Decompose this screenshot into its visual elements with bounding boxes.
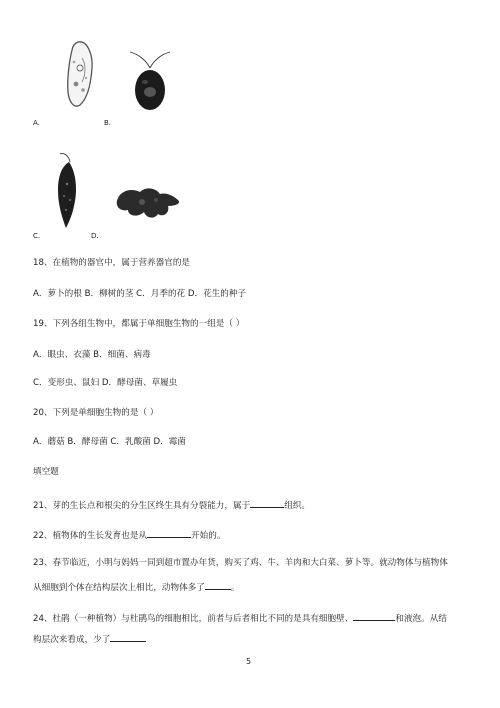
question-19-options-ab: A．眼虫、衣藻 B．细菌、病毒 [33, 350, 151, 360]
section-title: 填空题 [33, 467, 59, 477]
question-23-line-2 [33, 580, 240, 594]
question-24-line-2 [33, 632, 146, 646]
question-24-text-2: 构层次来看成，少了 [33, 635, 111, 645]
question-20-options: A．蘑菇 B．酵母菌 C．乳酸菌 D．霉菌 [33, 437, 186, 447]
question-23-line-1: 23、春节临近，小明与妈妈一同到超市置办年货，购买了鸡、牛、羊肉和大白菜、萝卜等。就动物体与植物体 [33, 558, 448, 568]
euglena-figure [52, 148, 82, 230]
question-21-tail: 组织。 [284, 501, 310, 511]
option-d-label: D. [91, 232, 99, 240]
paramecium-figure [60, 38, 105, 110]
answer-blank[interactable] [147, 528, 191, 538]
answer-blank[interactable] [205, 580, 231, 590]
question-24-line-1 [33, 611, 447, 625]
question-18-options: A．萝卜的根 B．柳树的茎 C．月季的花 D．花生的种子 [33, 289, 247, 299]
question-19: 19、下列各组生物中，都属于单细胞生物的一组是（ ） [33, 319, 245, 329]
option-a-label: A. [33, 119, 40, 127]
answer-blank[interactable] [110, 632, 146, 642]
page-number: 5 [246, 657, 252, 666]
question-20: 20、下列是单细胞生物的是（ ） [33, 408, 159, 418]
chlamydomonas-figure [124, 48, 176, 113]
question-22-text: 22、植物体的生长发育也是从 [33, 531, 148, 541]
answer-blank[interactable] [353, 611, 395, 621]
answer-blank[interactable] [250, 498, 284, 508]
question-24-text: 24、杜鹃（一种植物）与杜鹃鸟的细胞相比，前者与后者相比不同的是具有细胞壁、 [33, 614, 354, 624]
option-c-label: C. [33, 232, 41, 240]
question-22-tail: 开始的。 [191, 531, 226, 541]
question-23-text: 从细胞到个体在结构层次上相比，动物体多了 [33, 583, 205, 593]
amoeba-figure [112, 184, 184, 222]
question-19-options-cd: C．变形虫、鼠妇 D．酵母菌、草履虫 [33, 378, 178, 388]
option-b-label: B. [104, 119, 112, 127]
question-23-tail: 。 [230, 583, 240, 593]
question-21 [33, 498, 310, 512]
question-22 [33, 528, 225, 542]
question-21-text: 21、芽的生长点和根尖的分生区终生具有分裂能力，属于 [33, 501, 251, 511]
question-24-tail: 和液泡。从结 [395, 614, 447, 624]
question-18: 18、在植物的器官中，属于营养器官的是 [33, 258, 191, 268]
